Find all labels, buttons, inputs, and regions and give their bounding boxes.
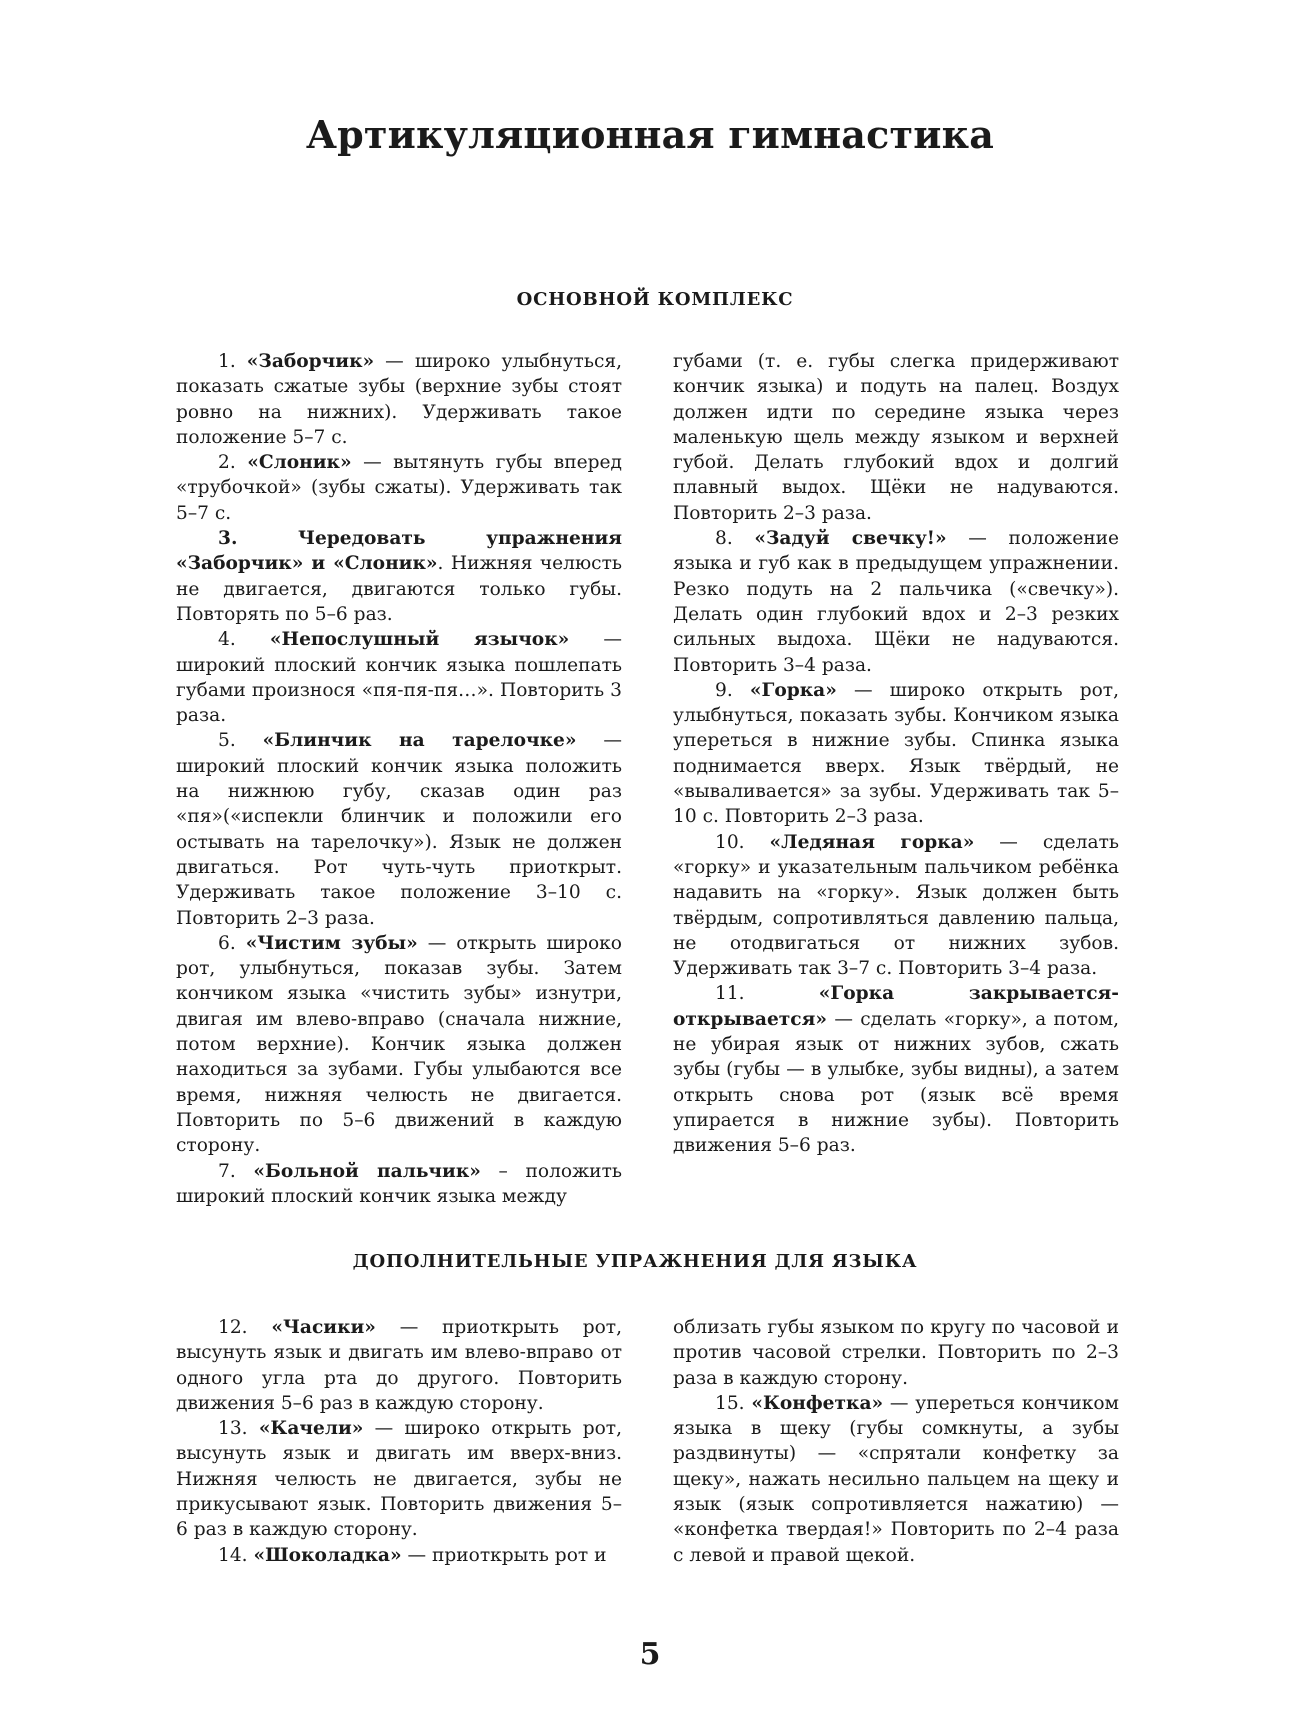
section-2-right-column xyxy=(673,1315,1119,1568)
exercise-name: «Качели» xyxy=(258,1418,364,1440)
exercise-item: 14. «Шоколадка» — приоткрыть рот и xyxy=(218,1544,607,1566)
exercise-item: 12. «Часики» — приоткрыть рот, высунуть язык и двигать им влево-вправо от одного угла рта до другого. Повторить движения 5–6 раз в каждую сторону. xyxy=(176,1317,622,1414)
exercise-name: «Непослушный язычок» xyxy=(269,629,570,651)
exercise-name: «Горка» xyxy=(749,679,837,701)
exercise-name: «Больной пальчик» xyxy=(253,1160,481,1182)
exercise-item: 15. «Конфетка» — упереться кончиком языка в щеку (губы сомкнуты, а зубы раздвинуты) — «спрятали конфетку за щеку», нажать несильно пальцем на щеку и язык (язык сопротивляется нажатию) — «конфетка твердая!» Повторить по 2–4 раза с левой и правой щекой. xyxy=(673,1392,1120,1566)
exercise-item: 8. «Задуй свечку!» — положение языка и губ как в предыдущем упражнении. Резко подуть на 2 пальчика («свечку»). Делать один глубокий вдох и 2–3 резких сильных выдоха. Щёки не надуваются. Повторить 3–4 раза. xyxy=(673,528,1119,676)
exercise-item: 5. «Блинчик на тарелочке» — широкий плоский кончик языка положить на нижнюю губу, сказав один раз «пя»(«испекли блинчик и положили его остывать на тарелочку»). Язык не должен двигаться. Рот чуть-чуть приоткрыт. Удерживать такое положение 3–10 с. Повторить 2–3 раза. xyxy=(176,730,622,929)
exercise-item: 13. «Качели» — широко открыть рот, высунуть язык и двигать им вверх-вниз. Нижняя челюсть не двигается, зубы не прикусывают язык. Повторить движения 5–6 раз в каждую сторону. xyxy=(176,1418,622,1541)
exercise-name: «Шоколадка» xyxy=(253,1544,402,1566)
exercise-name: «Конфетка» xyxy=(751,1392,884,1414)
section-2-left-column xyxy=(176,1315,622,1568)
section-1-left-column xyxy=(176,349,622,1209)
exercise-item: 7. «Больной пальчик» – положить широкий плоский кончик языка между xyxy=(176,1160,622,1207)
exercise-name: «Ледяная горка» xyxy=(769,831,975,853)
exercise-name: 3. Чередовать упражнения «Заборчик» и «Слоник» xyxy=(176,528,622,575)
exercise-name: «Слоник» xyxy=(247,452,352,474)
section-1-right-column xyxy=(673,349,1119,1159)
exercise-item: 4. «Непослушный язычок» — широкий плоский кончик языка пошлепать губами произнося «пя-пя-пя…». Повторить 3 раза. xyxy=(176,629,622,727)
exercise-continuation: облизать губы языком по кругу по часовой и против часовой стрелки. Повторить по 2–3 раза в каждую сторону. xyxy=(673,1317,1119,1389)
exercise-name: «Чистим зубы» xyxy=(245,932,418,954)
exercise-name: «Заборчик» xyxy=(246,351,375,372)
exercise-continuation: губами (т. е. губы слегка придерживают кончик языка) и подуть на палец. Воздух должен идти по середине языка через маленькую щель между языком и верхней губой. Делать глубокий вдох и долгий плавный выдох. Щёки не надуваются. Повторить 2–3 раза. xyxy=(673,351,1119,524)
page-title: Артикуляционная гимнастика xyxy=(305,112,995,157)
exercise-item: 11. «Горка закрывается-открывается» — сделать «горку», а потом, не убирая язык от нижних зубов, сжать зубы (губы — в улыбке, зубы видны), а затем открыть снова рот (язык всё время упирается в нижние зубы). Повторить движения 5–6 раз. xyxy=(673,983,1119,1157)
section-title-basic-complex: ОСНОВНОЙ КОМПЛЕКС xyxy=(516,289,794,310)
section-title-extra-tongue-exercises: ДОПОЛНИТЕЛЬНЫЕ УПРАЖНЕНИЯ ДЛЯ ЯЗЫКА xyxy=(352,1251,918,1272)
exercise-item: 2. «Слоник» — вытянуть губы вперед «трубочкой» (зубы сжаты). Удерживать так 5–7 с. xyxy=(176,452,623,524)
exercise-name: «Задуй свечку!» xyxy=(754,528,947,550)
exercise-item: 3. Чередовать упражнения «Заборчик» и «Слоник». Нижняя челюсть не двигается, двигаются только губы. Повторять по 5–6 раз. xyxy=(176,528,622,625)
exercise-name: «Часики» xyxy=(271,1317,376,1338)
exercise-item: 9. «Горка» — широко открыть рот, улыбнуться, показать зубы. Кончиком языка упереться в нижние зубы. Спинка языка поднимается вверх. Язык твёрдый, не «вываливается» за зубы. Удерживать так 5–10 с. Повторить 2–3 раза. xyxy=(673,679,1119,828)
exercise-name: «Блинчик на тарелочке» xyxy=(262,730,577,752)
exercise-item: 1. «Заборчик» — широко улыбнуться, показать сжатые зубы (верхние зубы стоят ровно на нижних). Удерживать такое положение 5–7 с. xyxy=(176,351,622,448)
page-number: 5 xyxy=(639,1637,661,1672)
exercise-item: 6. «Чистим зубы» — открыть широко рот, улыбнуться, показав зубы. Затем кончиком языка «чистить зубы» изнутри, двигая им влево-вправо (сначала нижние, потом верхние). Кончик языка должен находиться за зубами. Губы улыбаются все время, нижняя челюсть не двигается. Повторить по 5–6 движений в каждую сторону. xyxy=(176,932,622,1157)
exercise-name: «Горка закрывается-открывается» xyxy=(673,983,1119,1030)
exercise-item: 10. «Ледяная горка» — сделать «горку» и указательным пальчиком ребёнка надавить на «горку». Язык должен быть твёрдым, сопротивляться давлению пальца, не отодвигаться от нижних зубов. Удерживать так 3–7 с. Повторить 3–4 раза. xyxy=(673,831,1119,980)
